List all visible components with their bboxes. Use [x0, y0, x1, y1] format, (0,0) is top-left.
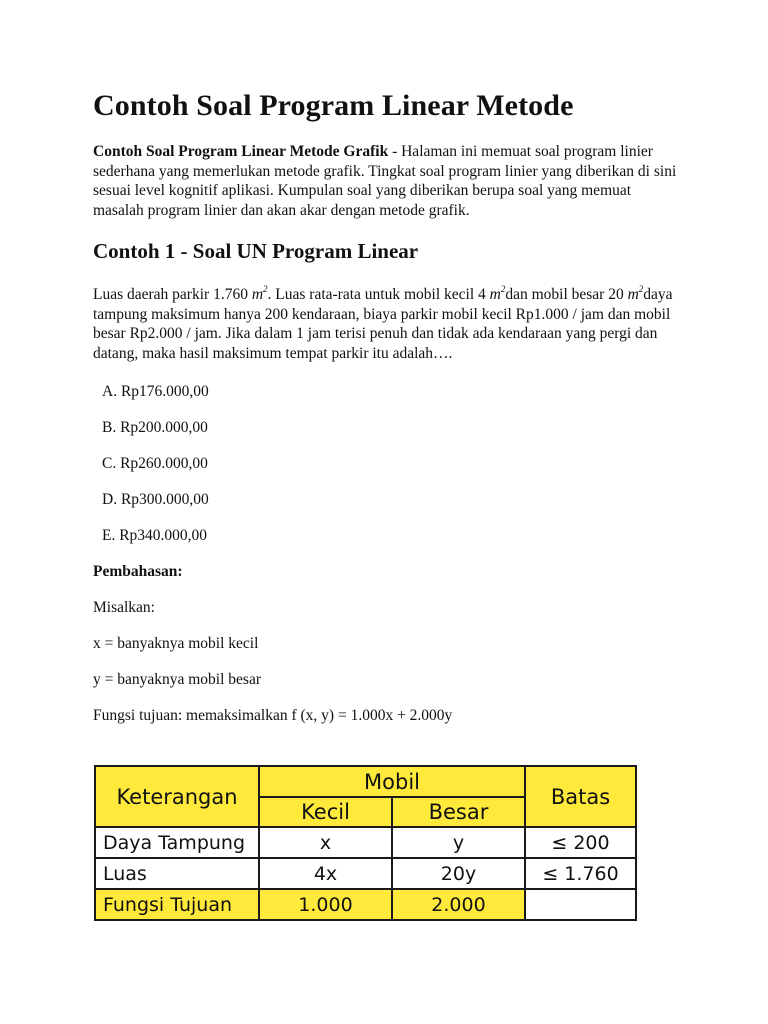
- option-e: E. Rp340.000,00: [102, 527, 208, 544]
- intro-text: - Halaman ini memuat soal program linier sederhana yang memerlukan metode grafik. Tingkat soal program linier yang diberikan di sini sesuai level kognitif aplikasi. Kumpulan soal yang diberikan berupa soal yang memuat masalah program linier dan akan akar dengan metode grafik.: [93, 143, 677, 219]
- unit-m2: [627, 283, 644, 303]
- step-objective: Fungsi tujuan: memaksimalkan f (x, y) = 1.000x + 2.000y: [93, 707, 453, 724]
- option-a: A. Rp176.000,00: [102, 383, 209, 400]
- cell-besar: 20y: [392, 858, 525, 889]
- question-part-3: dan mobil besar 20: [505, 286, 628, 303]
- intro-paragraph: [93, 142, 683, 220]
- option-b: B. Rp200.000,00: [102, 419, 208, 436]
- header-batas: Batas: [525, 766, 636, 827]
- discussion-label: [93, 562, 683, 581]
- row-label: Fungsi Tujuan: [95, 889, 259, 920]
- unit-symbol: m: [627, 286, 639, 303]
- unit-symbol: m: [489, 286, 501, 303]
- unit-m2: [251, 283, 268, 303]
- option-c: C. Rp260.000,00: [102, 455, 208, 472]
- model-table: [94, 765, 637, 921]
- step-x-def: x = banyaknya mobil kecil: [93, 635, 259, 652]
- table-row: [95, 858, 636, 889]
- page-title: Contoh Soal Program Linear Metode: [93, 89, 574, 122]
- cell-kecil: 4x: [259, 858, 392, 889]
- article: [93, 88, 683, 742]
- unit-exponent: 2: [638, 283, 644, 294]
- step-y-def: y = banyaknya mobil besar: [93, 671, 262, 688]
- header-keterangan: Keterangan: [95, 766, 259, 827]
- cell-batas: ≤ 200: [525, 827, 636, 858]
- answer-options: [102, 382, 683, 545]
- row-label: Daya Tampung: [95, 827, 259, 858]
- cell-kecil: 1.000: [259, 889, 392, 920]
- section-title: Contoh 1 - Soal UN Program Linear: [93, 239, 419, 263]
- header-mobil: Mobil: [259, 766, 525, 797]
- cell-kecil: x: [259, 827, 392, 858]
- unit-exponent: 2: [263, 283, 268, 294]
- question-part-2: . Luas rata-rata untuk mobil kecil 4: [267, 286, 490, 303]
- unit-m2: [489, 283, 506, 303]
- unit-symbol: m: [251, 286, 264, 303]
- cell-besar: 2.000: [392, 889, 525, 920]
- question-part-1: Luas daerah parkir 1.760: [93, 286, 252, 303]
- cell-batas: ≤ 1.760: [525, 858, 636, 889]
- header-kecil: Kecil: [259, 797, 392, 827]
- table-row: [95, 827, 636, 858]
- step-misalkan: Misalkan:: [93, 599, 155, 616]
- option-d: D. Rp300.000,00: [102, 491, 209, 508]
- cell-batas: [525, 889, 636, 920]
- table-row: [95, 889, 636, 920]
- question-text: [93, 285, 683, 363]
- question-part-4: daya tampung maksimum hanya 200 kendaraan, biaya parkir mobil kecil Rp1.000 / jam dan mobil besar Rp2.000 / jam. Jika dalam 1 jam terisi penuh dan tidak ada kendaraan yang pergi dan datang, maka hasil maksimum tempat parkir itu adalah….: [93, 286, 673, 362]
- intro-bold-text: Contoh Soal Program Linear Metode Grafik: [93, 143, 389, 160]
- unit-exponent: 2: [500, 283, 506, 294]
- discussion-label-text: Pembahasan:: [93, 563, 183, 580]
- header-besar: Besar: [392, 797, 525, 827]
- row-label: Luas: [95, 858, 259, 889]
- cell-besar: y: [392, 827, 525, 858]
